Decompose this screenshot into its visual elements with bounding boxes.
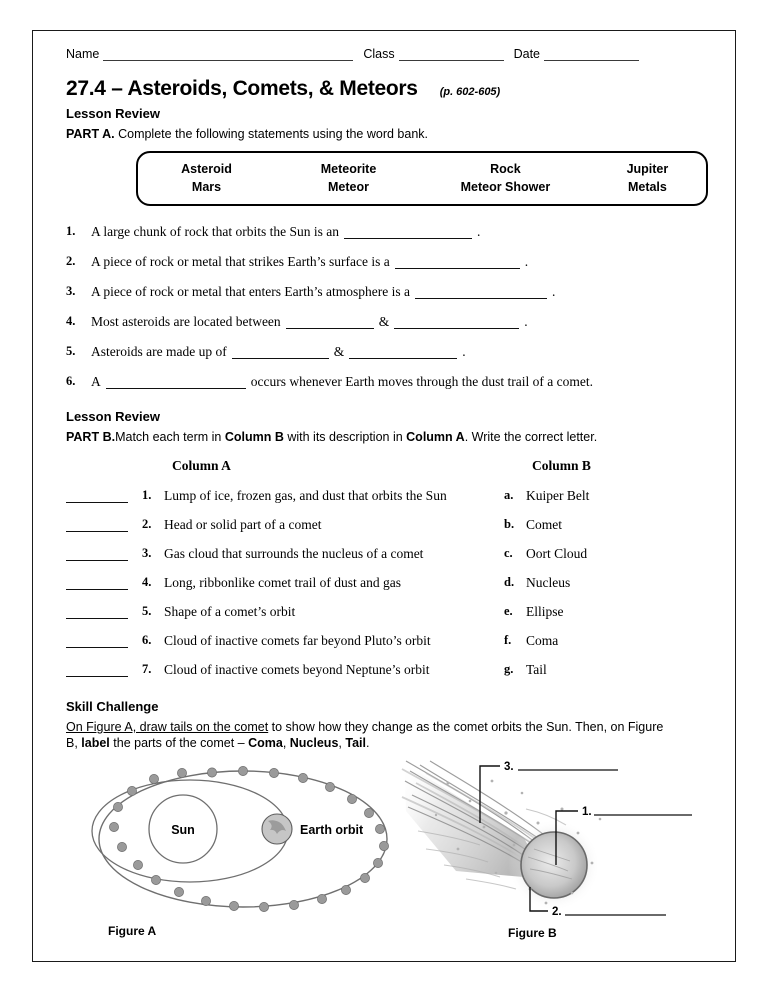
question-period: .: [552, 284, 556, 299]
word-bank-item: Meteor Shower: [460, 180, 551, 194]
match-answer-blank[interactable]: [66, 489, 128, 503]
match-row: [66, 575, 706, 590]
figures-area: [66, 761, 706, 946]
date-label: Date: [513, 47, 541, 61]
match-number: 6.: [142, 633, 152, 647]
callout-number-3: 3.: [504, 761, 514, 773]
name-input-line[interactable]: [103, 47, 353, 61]
part-b-instruction: [66, 430, 706, 444]
student-info-row: [66, 43, 706, 61]
figure-b: [396, 753, 696, 943]
match-row: [66, 604, 706, 619]
sep-2: ,: [338, 736, 346, 750]
class-label: Class: [363, 47, 395, 61]
question-text: Most asteroids are located between: [91, 314, 281, 329]
answer-blank[interactable]: [395, 255, 520, 269]
match-letter: d.: [504, 575, 515, 589]
question-row: [66, 284, 706, 299]
question-row: [66, 374, 706, 389]
match-row: [66, 517, 706, 532]
question-period: .: [524, 314, 528, 329]
part-a-label: PART A.: [66, 127, 115, 141]
match-column-headers: [66, 458, 706, 474]
skill-challenge-heading: Skill Challenge: [66, 699, 159, 714]
skill-challenge-text-1: to show how they change as the comet orbits the Sun. Then, on Figure B,: [66, 720, 664, 750]
match-letter: a.: [504, 488, 514, 502]
question-number: 6.: [66, 374, 76, 388]
part-a-instruction-text: Complete the following statements using the word bank.: [118, 127, 428, 141]
match-letter: f.: [504, 633, 512, 647]
match-term: Coma: [526, 633, 559, 648]
part-b-text-3: . Write the correct letter.: [464, 430, 598, 444]
word-bank-item: Meteorite: [320, 162, 377, 176]
answer-blank[interactable]: [394, 315, 519, 329]
word-bank-item: Asteroid: [181, 162, 232, 176]
figure-a-caption: Figure A: [108, 924, 157, 938]
question-row: [66, 314, 706, 329]
answer-blank[interactable]: [349, 345, 457, 359]
match-row: [66, 488, 706, 503]
word-bank-row-2: [138, 178, 706, 196]
match-term: Comet: [526, 517, 562, 532]
question-number: 2.: [66, 254, 76, 268]
earth-orbit-label: Earth orbit: [300, 823, 364, 837]
class-input-line[interactable]: [399, 47, 504, 61]
question-number: 4.: [66, 314, 76, 328]
match-term: Kuiper Belt: [526, 488, 590, 503]
match-answer-blank[interactable]: [66, 547, 128, 561]
match-number: 1.: [142, 488, 152, 502]
title-row: [66, 77, 706, 101]
word-bank-item: Metals: [627, 180, 667, 194]
match-number: 7.: [142, 662, 152, 676]
question-period: .: [462, 344, 466, 359]
match-number: 3.: [142, 546, 152, 560]
date-input-line[interactable]: [544, 47, 639, 61]
word-bank-item: Jupiter: [626, 162, 669, 176]
figure-b-diagram: [396, 753, 696, 938]
match-description: Long, ribbonlike comet trail of dust and gas: [164, 575, 401, 590]
column-b-header: Column B: [532, 458, 591, 473]
part-b-text-1: Match each term in: [115, 430, 225, 444]
worksheet-page-frame: [32, 30, 736, 962]
answer-blank[interactable]: [344, 225, 472, 239]
word-bank: [136, 151, 708, 206]
question-row: [66, 344, 706, 359]
word-bank-item: Meteor: [328, 180, 369, 194]
match-term: Ellipse: [526, 604, 564, 619]
match-description: Shape of a comet’s orbit: [164, 604, 296, 619]
match-description: Lump of ice, frozen gas, and dust that orbits the Sun: [164, 488, 447, 503]
match-description: Gas cloud that surrounds the nucleus of a comet: [164, 546, 424, 561]
question-period: .: [524, 254, 529, 269]
part-a-question-list: [66, 224, 706, 389]
match-answer-blank[interactable]: [66, 663, 128, 677]
figure-b-caption: Figure B: [508, 926, 557, 940]
question-text-tail: occurs whenever Earth moves through the dust trail of a comet.: [250, 374, 594, 389]
question-number: 1.: [66, 224, 76, 238]
match-answer-blank[interactable]: [66, 518, 128, 532]
match-term: Oort Cloud: [526, 546, 588, 561]
part-b-colb-ref: Column B: [224, 430, 284, 444]
match-letter: b.: [504, 517, 515, 531]
page-reference: (p. 602-605): [439, 86, 501, 98]
part-b-cola-ref: Column A: [406, 430, 465, 444]
answer-blank[interactable]: [232, 345, 329, 359]
part-a-instruction: [66, 127, 706, 141]
question-number: 3.: [66, 284, 76, 298]
callout-number-1: 1.: [582, 806, 592, 818]
question-text: A large chunk of rock that orbits the Sun is an: [91, 224, 339, 239]
skill-challenge-underlined: On Figure A, draw tails on the comet: [66, 720, 269, 734]
match-number: 4.: [142, 575, 152, 589]
answer-blank[interactable]: [106, 375, 246, 389]
match-row: [66, 546, 706, 561]
match-answer-blank[interactable]: [66, 605, 128, 619]
lesson-review-heading-a: Lesson Review: [66, 106, 160, 121]
skill-challenge-label-word: label: [81, 736, 110, 750]
match-row: [66, 662, 706, 677]
worksheet-content: [66, 43, 706, 951]
figure-a: [78, 761, 398, 941]
match-description: Cloud of inactive comets beyond Neptune’s orbit: [164, 662, 430, 677]
word-bank-row-1: [138, 160, 706, 178]
sun-label: Sun: [171, 823, 195, 837]
match-number: 2.: [142, 517, 152, 531]
lesson-review-heading-b: Lesson Review: [66, 409, 160, 424]
part-b-text-2: with its description in: [283, 430, 407, 444]
skill-challenge-instruction: [66, 719, 666, 751]
match-answer-blank[interactable]: [66, 634, 128, 648]
match-letter: g.: [504, 662, 514, 676]
match-row-list: [66, 488, 706, 677]
question-text: A piece of rock or metal that enters Earth’s atmosphere is a: [91, 284, 411, 299]
question-text: A: [91, 374, 101, 389]
name-label: Name: [66, 47, 100, 61]
word-bank-item: Mars: [191, 180, 222, 194]
callout-number-2: 2.: [552, 906, 562, 918]
sep-1: ,: [282, 736, 290, 750]
question-text: A piece of rock or metal that strikes Earth’s surface is a: [91, 254, 390, 269]
question-conjunction: &: [378, 314, 390, 329]
answer-blank[interactable]: [286, 315, 374, 329]
page-title: 27.4 – Asteroids, Comets, & Meteors: [66, 77, 418, 100]
question-row: [66, 224, 706, 239]
question-row: [66, 254, 706, 269]
match-letter: e.: [504, 604, 513, 618]
question-period: .: [476, 224, 481, 239]
match-answer-blank[interactable]: [66, 576, 128, 590]
match-description: Head or solid part of a comet: [164, 517, 322, 532]
match-number: 5.: [142, 604, 152, 618]
question-text: Asteroids are made up of: [91, 344, 227, 359]
match-letter: c.: [504, 546, 513, 560]
column-a-header: Column A: [172, 458, 231, 473]
question-conjunction: &: [333, 344, 345, 359]
skill-challenge-term-nucleus: Nucleus: [289, 736, 339, 750]
match-term: Nucleus: [526, 575, 571, 590]
answer-blank[interactable]: [415, 285, 547, 299]
part-b-label: PART B.: [66, 430, 116, 444]
skill-challenge-text-2: the parts of the comet –: [109, 736, 249, 750]
question-number: 5.: [66, 344, 76, 358]
match-description: Cloud of inactive comets far beyond Pluto’s orbit: [164, 633, 431, 648]
match-term: Tail: [526, 662, 547, 677]
figure-a-diagram: [78, 761, 398, 936]
skill-challenge-term-tail: Tail: [345, 736, 366, 750]
skill-challenge-text-3: .: [365, 736, 370, 750]
match-row: [66, 633, 706, 648]
word-bank-item: Rock: [490, 162, 521, 176]
skill-challenge-term-coma: Coma: [248, 736, 283, 750]
